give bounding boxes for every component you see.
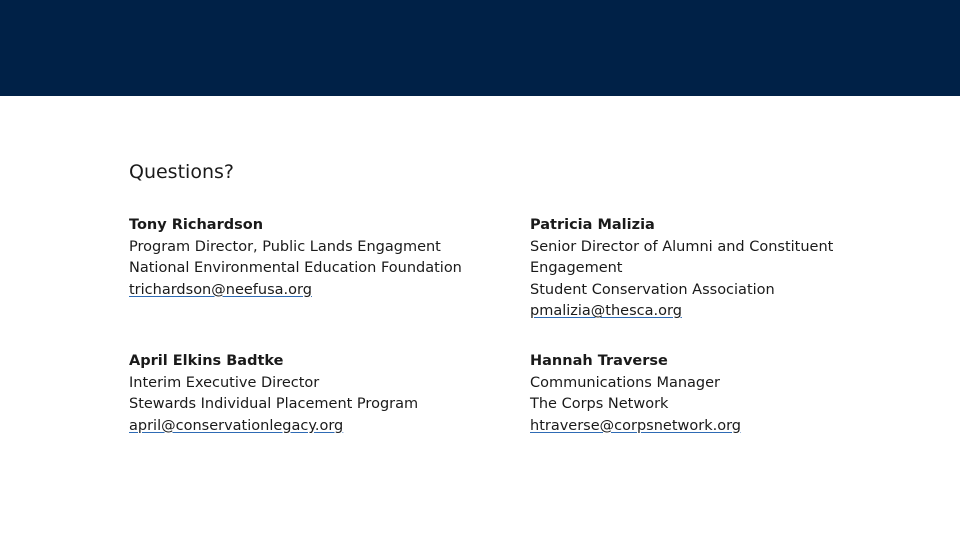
contact-card-tony-richardson: [129, 215, 489, 301]
contact-card-april-elkins-badtke: [129, 351, 489, 437]
contact-name: April Elkins Badtke: [129, 353, 284, 369]
contact-organization: Student Conservation Association: [530, 281, 775, 298]
contact-email-link[interactable]: pmalizia@thesca.org: [530, 303, 682, 319]
contact-name: Hannah Traverse: [530, 353, 668, 369]
contact-title: Interim Executive Director: [129, 374, 320, 391]
contact-title: Program Director, Public Lands Engagment: [129, 238, 441, 255]
contact-email-link[interactable]: trichardson@neefusa.org: [129, 281, 312, 298]
contact-email-link[interactable]: htraverse@corpsnetwork.org: [530, 417, 742, 434]
contact-name: Patricia Malizia: [530, 217, 655, 233]
contact-organization: National Environmental Education Foundation: [129, 260, 462, 276]
contact-title: Communications Manager: [530, 374, 721, 391]
header-band: [0, 0, 960, 96]
contact-title: Senior Director of Alumni and Constituent: [530, 238, 834, 255]
contact-email-link[interactable]: april@conservationlegacy.org: [129, 417, 344, 434]
contact-organization: The Corps Network: [530, 396, 669, 412]
contact-title-continued: Engagement: [530, 260, 623, 276]
contact-card-patricia-malizia: [530, 215, 860, 323]
contact-name: Tony Richardson: [129, 217, 264, 233]
page-title: Questions?: [129, 161, 234, 183]
contact-card-hannah-traverse: [530, 351, 860, 437]
contact-organization: Stewards Individual Placement Program: [129, 396, 419, 412]
